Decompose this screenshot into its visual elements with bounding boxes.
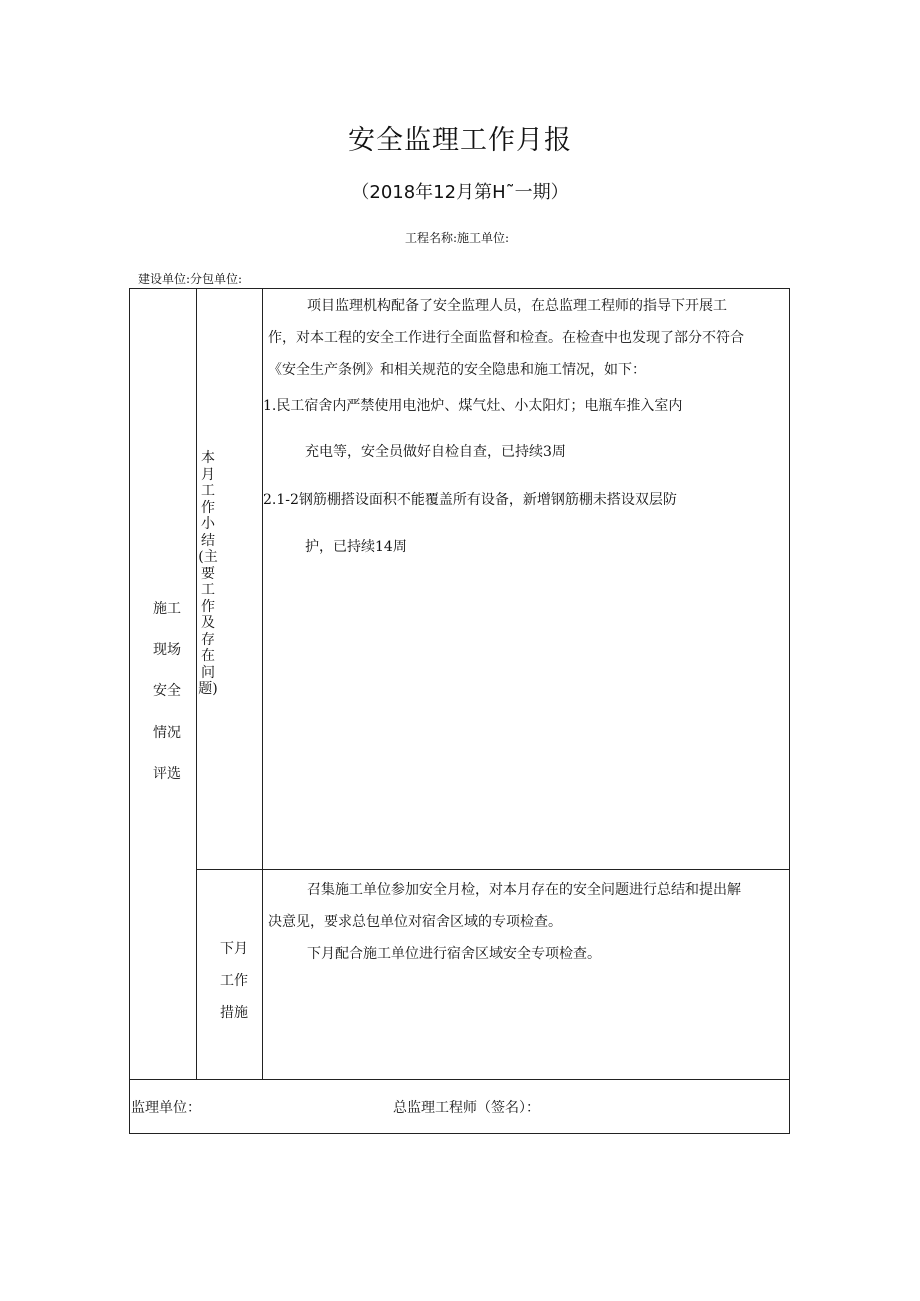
report-period: （2018年12月第H˜一期） [351, 182, 569, 203]
next-label-line: 措施 [220, 1005, 248, 1021]
construction-unit-line: 建设单位:分包单位: [138, 272, 243, 286]
summary-line: 项目监理机构配备了安全监理人员，在总监理工程师的指导下开展工 [307, 298, 727, 314]
next-label-line: 下月 [220, 941, 248, 957]
section-label-line: 评选 [153, 766, 181, 782]
section-label-line: 情况 [153, 725, 181, 741]
section-label-line: 施工 [153, 601, 181, 617]
summary-line: 护，已持续14周 [305, 539, 407, 555]
summary-line: 1.民工宿舍内严禁使用电池炉、煤气灶、小太阳灯；电瓶车推入室内 [263, 398, 683, 414]
next-line: 决意见，要求总包单位对宿舍区域的专项检查。 [268, 914, 562, 930]
monthly-summary-label: 本月工作小结(主要工作及存在问题) [198, 450, 218, 697]
supervision-unit-label: 监理单位： [131, 1100, 201, 1116]
chief-engineer-signature-label: 总监理工程师（签名）： [393, 1100, 540, 1116]
section-label-line: 安全 [153, 683, 181, 699]
next-label-line: 工作 [220, 973, 248, 989]
next-line: 下月配合施工单位进行宿舍区域安全专项检查。 [307, 946, 601, 962]
summary-line: 作，对本工程的安全工作进行全面监督和检查。在检查中也发现了部分不符合 [268, 330, 744, 346]
page-title: 安全监理工作月报 [348, 125, 572, 156]
summary-line: 2.1-2钢筋棚搭设面积不能覆盖所有设备，新增钢筋棚未搭设双层防 [263, 492, 677, 508]
section-label-line: 现场 [153, 642, 181, 658]
summary-line: 充电等，安全员做好自检自查，已持续3周 [305, 444, 566, 460]
summary-line: 《安全生产条例》和相关规范的安全隐患和施工情况，如下： [268, 362, 646, 378]
project-name-line: 工程名称:施工单位: [405, 231, 510, 245]
next-line: 召集施工单位参加安全月检，对本月存在的安全问题进行总结和提出解 [307, 882, 741, 898]
